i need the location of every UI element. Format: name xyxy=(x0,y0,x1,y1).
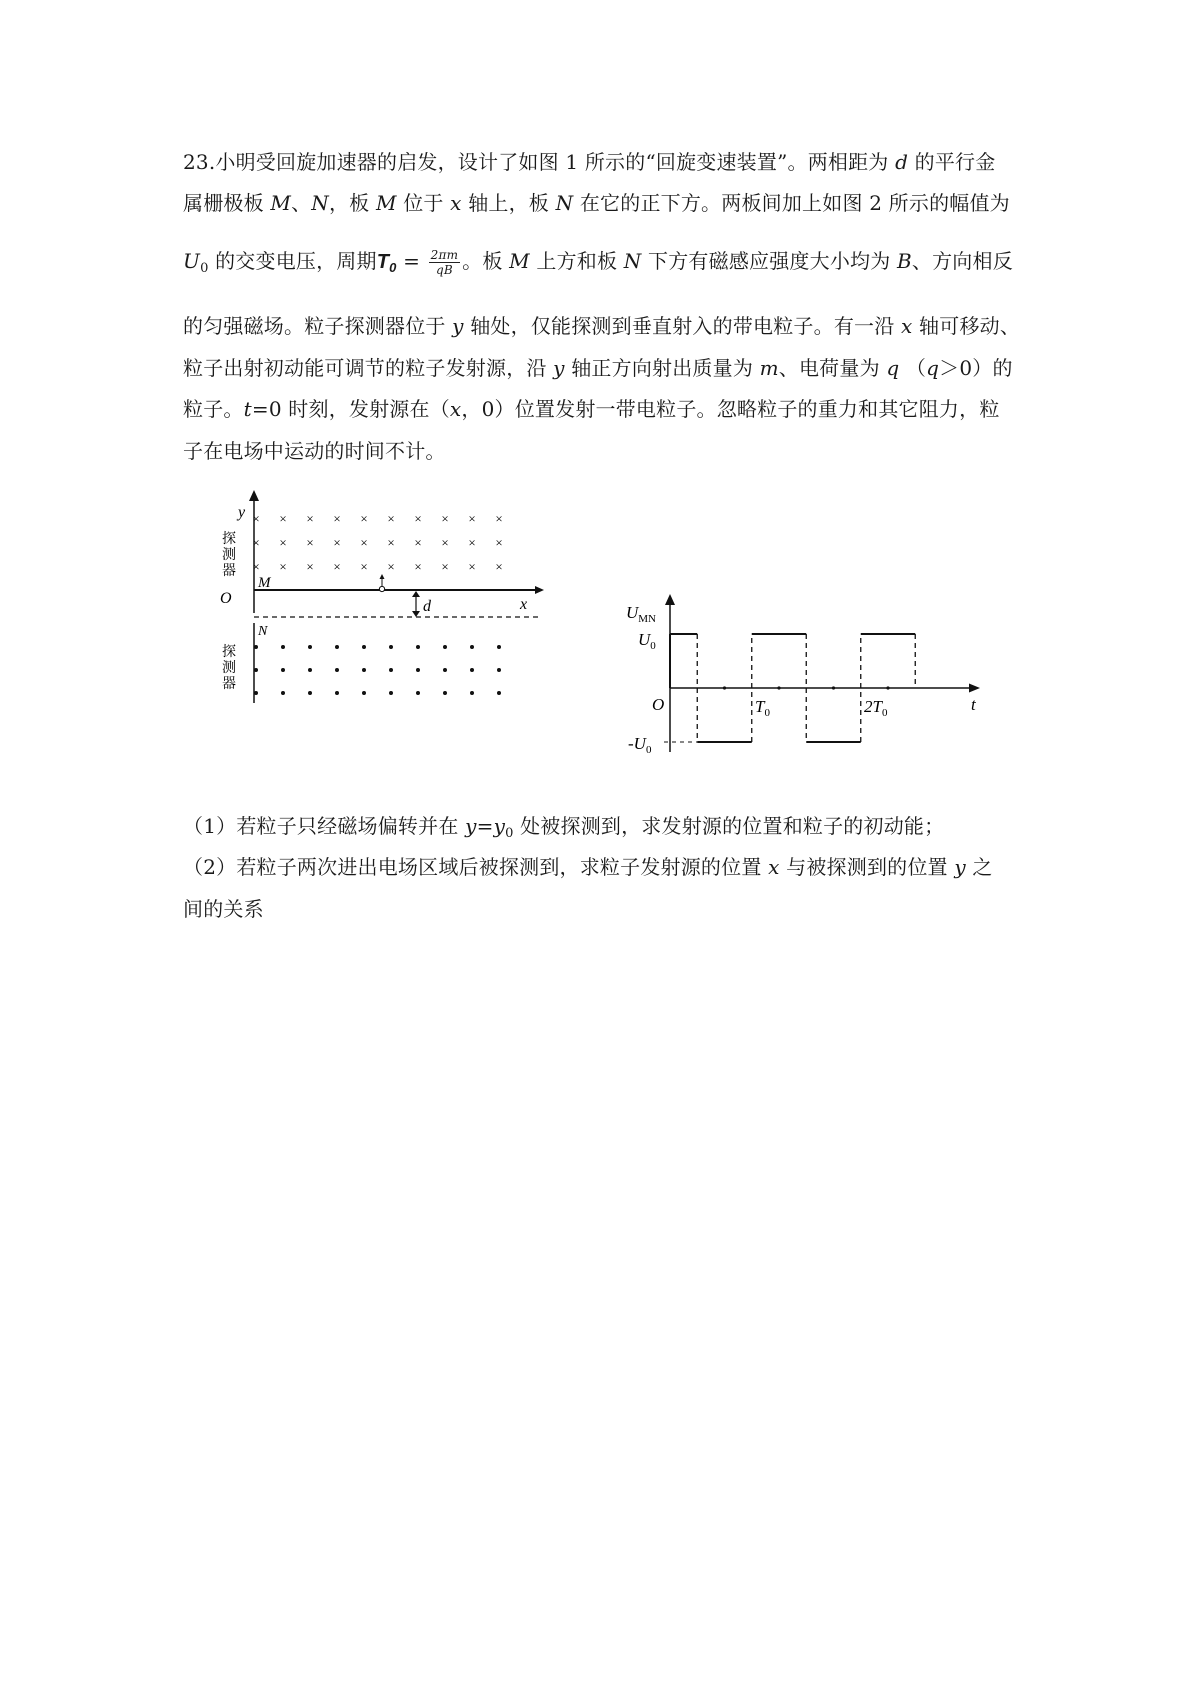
subscript: 0 xyxy=(505,826,514,841)
field-out-mark xyxy=(443,691,447,695)
field-into-mark: × xyxy=(333,511,341,526)
field-out-mark xyxy=(362,668,366,672)
field-into-mark: × xyxy=(279,535,287,550)
text: ，0）位置发射一带电粒子。忽略粒子的重力和其它阻力，粒 xyxy=(461,397,1000,421)
text: =0 时刻，发射源在（ xyxy=(251,397,450,421)
field-out-mark xyxy=(335,668,339,672)
field-into-mark: × xyxy=(252,535,260,550)
text: 在它的正下方。两板间加上如图 2 所示的幅值为 xyxy=(579,191,1010,215)
subscript: 0 xyxy=(200,261,209,276)
field-out-mark xyxy=(362,645,366,649)
var-y: y xyxy=(553,356,565,380)
field-out-mark xyxy=(497,691,501,695)
field-into-mark: × xyxy=(306,535,314,550)
field-out-mark xyxy=(308,668,312,672)
text: 。板 xyxy=(462,249,503,273)
text: ＞0）的 xyxy=(939,356,1013,380)
u0-main: U xyxy=(638,630,651,649)
field-out-mark xyxy=(470,691,474,695)
text: 、 xyxy=(291,191,312,215)
tick-t0-label xyxy=(755,697,770,719)
var-t: T xyxy=(376,251,390,273)
u0-label xyxy=(638,630,656,652)
text: 、电荷量为 xyxy=(778,356,880,380)
text: 23.小明受回旋加速器的启发，设计了如图 1 所示的“回旋变速装置”。两相距为 xyxy=(183,150,889,174)
tick-2t0-sub: 0 xyxy=(881,707,888,719)
field-into-mark: × xyxy=(414,535,422,550)
var-y: y xyxy=(465,814,477,838)
field-out-mark xyxy=(497,668,501,672)
text: 位于 xyxy=(403,191,444,215)
var-m-mass: m xyxy=(759,356,779,380)
problem-line-4 xyxy=(183,310,1020,339)
text: 的交变电压，周期 xyxy=(215,249,377,273)
field-into-mark: × xyxy=(333,559,341,574)
field-into-mark: × xyxy=(441,559,449,574)
u-axis-arrow-icon xyxy=(665,594,675,605)
field-out-mark xyxy=(308,645,312,649)
problem-line-3 xyxy=(183,245,1013,277)
neg-u0-label xyxy=(628,734,652,756)
y-axis-label: y xyxy=(238,504,246,521)
field-into-mark: × xyxy=(414,559,422,574)
x-axis-arrow-icon xyxy=(535,586,544,594)
tick-t0-sub: 0 xyxy=(764,707,770,719)
field-out-mark xyxy=(443,645,447,649)
text: （ xyxy=(905,356,927,380)
field-into-mark: × xyxy=(360,511,368,526)
field-out-mark xyxy=(443,668,447,672)
var-x: x xyxy=(450,191,462,215)
var-n: N xyxy=(555,191,574,215)
plate-n-label: N xyxy=(258,624,268,639)
var-x: x xyxy=(901,314,913,338)
text: 轴处，仅能探测到垂直射入的带电粒子。有一沿 xyxy=(470,314,895,338)
question-2 xyxy=(183,851,993,880)
t-axis-tick xyxy=(886,686,889,689)
var-u: U xyxy=(183,249,201,273)
field-out-mark xyxy=(308,691,312,695)
text: 下方有磁感应强度大小均为 xyxy=(648,249,891,273)
period-fraction xyxy=(429,248,461,277)
text: 轴上，板 xyxy=(468,191,550,215)
field-into-mark: × xyxy=(306,511,314,526)
var-n: N xyxy=(623,249,642,273)
text: 轴正方向射出质量为 xyxy=(571,356,754,380)
var-x: x xyxy=(768,855,780,879)
field-out-mark xyxy=(389,645,393,649)
var-m: M xyxy=(509,249,530,273)
var-m: M xyxy=(375,191,397,215)
text: 粒子出射初动能可调节的粒子发射源，沿 xyxy=(183,356,547,380)
text: 与被探测到的位置 xyxy=(786,855,948,879)
t-axis-tick xyxy=(723,686,726,689)
figure-2-voltage-chart xyxy=(620,590,1000,765)
text: 属栅极板 xyxy=(183,191,264,215)
fraction-denominator: qB xyxy=(435,263,453,277)
var-m: M xyxy=(270,191,292,215)
u-axis-label xyxy=(626,603,656,625)
x-axis-label: x xyxy=(520,596,528,613)
field-into-mark: × xyxy=(441,535,449,550)
text: ，板 xyxy=(328,191,370,215)
text: 的匀强磁场。粒子探测器位于 xyxy=(183,314,446,338)
var-t: t xyxy=(243,397,252,421)
field-into-mark: × xyxy=(414,511,422,526)
y-axis-arrow-icon xyxy=(249,490,259,501)
field-into-mark: × xyxy=(495,559,503,574)
tick-t0-main: T xyxy=(755,697,765,716)
problem-line-1 xyxy=(183,146,995,175)
text: 间的关系 xyxy=(183,897,264,921)
emitter-icon xyxy=(379,586,384,591)
plate-m-label: M xyxy=(258,575,271,591)
origin-label: O xyxy=(220,590,232,607)
gap-arrow-up-icon xyxy=(412,591,420,597)
detector-label-char: 测 xyxy=(222,548,236,563)
text: 轴可移动、 xyxy=(919,314,1021,338)
field-out-mark xyxy=(389,668,393,672)
neg-u0-sub: 0 xyxy=(645,744,652,756)
text: 处被探测到，求发射源的位置和粒子的初动能； xyxy=(520,814,945,838)
tick-2t0-main: 2T xyxy=(864,697,882,716)
field-into-mark: × xyxy=(468,535,476,550)
u-axis-main: U xyxy=(626,603,639,622)
text: 的平行金 xyxy=(914,150,996,174)
text: 上方和板 xyxy=(536,249,618,273)
text: 之 xyxy=(972,855,993,879)
var-q: q xyxy=(926,356,940,380)
field-into-mark: × xyxy=(333,535,341,550)
gap-arrow-down-icon xyxy=(412,611,420,617)
field-into-mark: × xyxy=(468,559,476,574)
var-x: x xyxy=(449,397,462,421)
field-out-mark xyxy=(281,645,285,649)
detector-label-char: 器 xyxy=(222,564,236,579)
text: 粒子。 xyxy=(183,397,244,421)
field-into-mark: × xyxy=(279,511,287,526)
detector-label-char: 器 xyxy=(222,677,236,692)
u0-sub: 0 xyxy=(650,640,656,652)
origin-label: O xyxy=(652,695,665,714)
field-out-mark xyxy=(470,668,474,672)
emitter-arrow-icon xyxy=(380,574,385,579)
field-out-mark xyxy=(416,691,420,695)
problem-line-6 xyxy=(183,393,1000,422)
field-into-mark: × xyxy=(252,559,260,574)
text: 子在电场中运动的时间不计。 xyxy=(183,439,446,463)
fraction-numerator: 2πm xyxy=(430,248,459,262)
detector-label-char: 探 xyxy=(222,532,236,547)
u-axis-sub: MN xyxy=(638,613,657,625)
var-y: y xyxy=(452,314,464,338)
field-out-mark xyxy=(281,691,285,695)
text: 、方向相反 xyxy=(911,249,1013,273)
var-d: d xyxy=(895,150,909,174)
var-n: N xyxy=(311,191,329,215)
question-2-cont xyxy=(183,893,264,922)
field-into-mark: × xyxy=(360,559,368,574)
field-into-mark: × xyxy=(387,535,395,550)
field-out-mark xyxy=(281,668,285,672)
field-into-mark: × xyxy=(387,559,395,574)
figure-1-field-diagram xyxy=(220,485,590,755)
neg-u0-main: -U xyxy=(628,734,646,753)
field-out-mark xyxy=(335,645,339,649)
field-into-mark: × xyxy=(306,559,314,574)
equals-sign: = xyxy=(396,249,427,273)
equals-sign: = xyxy=(476,814,494,838)
field-into-mark: × xyxy=(495,535,503,550)
field-into-mark: × xyxy=(441,511,449,526)
problem-line-5 xyxy=(183,352,1013,381)
problem-line-7 xyxy=(183,435,446,464)
field-out-mark xyxy=(389,691,393,695)
t-axis-arrow-icon xyxy=(969,684,980,693)
field-into-mark: × xyxy=(360,535,368,550)
field-out-mark xyxy=(335,691,339,695)
detector-label-char: 测 xyxy=(222,661,236,676)
field-out-mark xyxy=(362,691,366,695)
text: （2）若粒子两次进出电场区域后被探测到，求粒子发射源的位置 xyxy=(183,855,762,879)
var-y0: y xyxy=(493,814,506,838)
field-into-mark: × xyxy=(279,559,287,574)
problem-line-2 xyxy=(183,187,1010,216)
var-b: B xyxy=(897,249,912,273)
field-into-mark: × xyxy=(252,511,260,526)
gap-label: d xyxy=(423,598,431,615)
t-axis-label: t xyxy=(971,695,976,714)
field-into-mark: × xyxy=(468,511,476,526)
var-q: q xyxy=(886,356,900,380)
t-axis-tick xyxy=(777,686,780,689)
text: （1）若粒子只经磁场偏转并在 xyxy=(183,814,459,838)
question-1 xyxy=(183,810,944,841)
field-out-mark xyxy=(416,645,420,649)
var-y: y xyxy=(954,855,966,879)
field-marks xyxy=(252,511,502,695)
field-into-mark: × xyxy=(495,511,503,526)
field-out-mark xyxy=(416,668,420,672)
subscript: 0 xyxy=(389,260,397,275)
t-axis-tick xyxy=(832,686,835,689)
detector-label-char: 探 xyxy=(222,645,236,660)
field-into-mark: × xyxy=(387,511,395,526)
field-out-mark xyxy=(497,645,501,649)
tick-2t0-label xyxy=(864,697,888,719)
field-out-mark xyxy=(470,645,474,649)
